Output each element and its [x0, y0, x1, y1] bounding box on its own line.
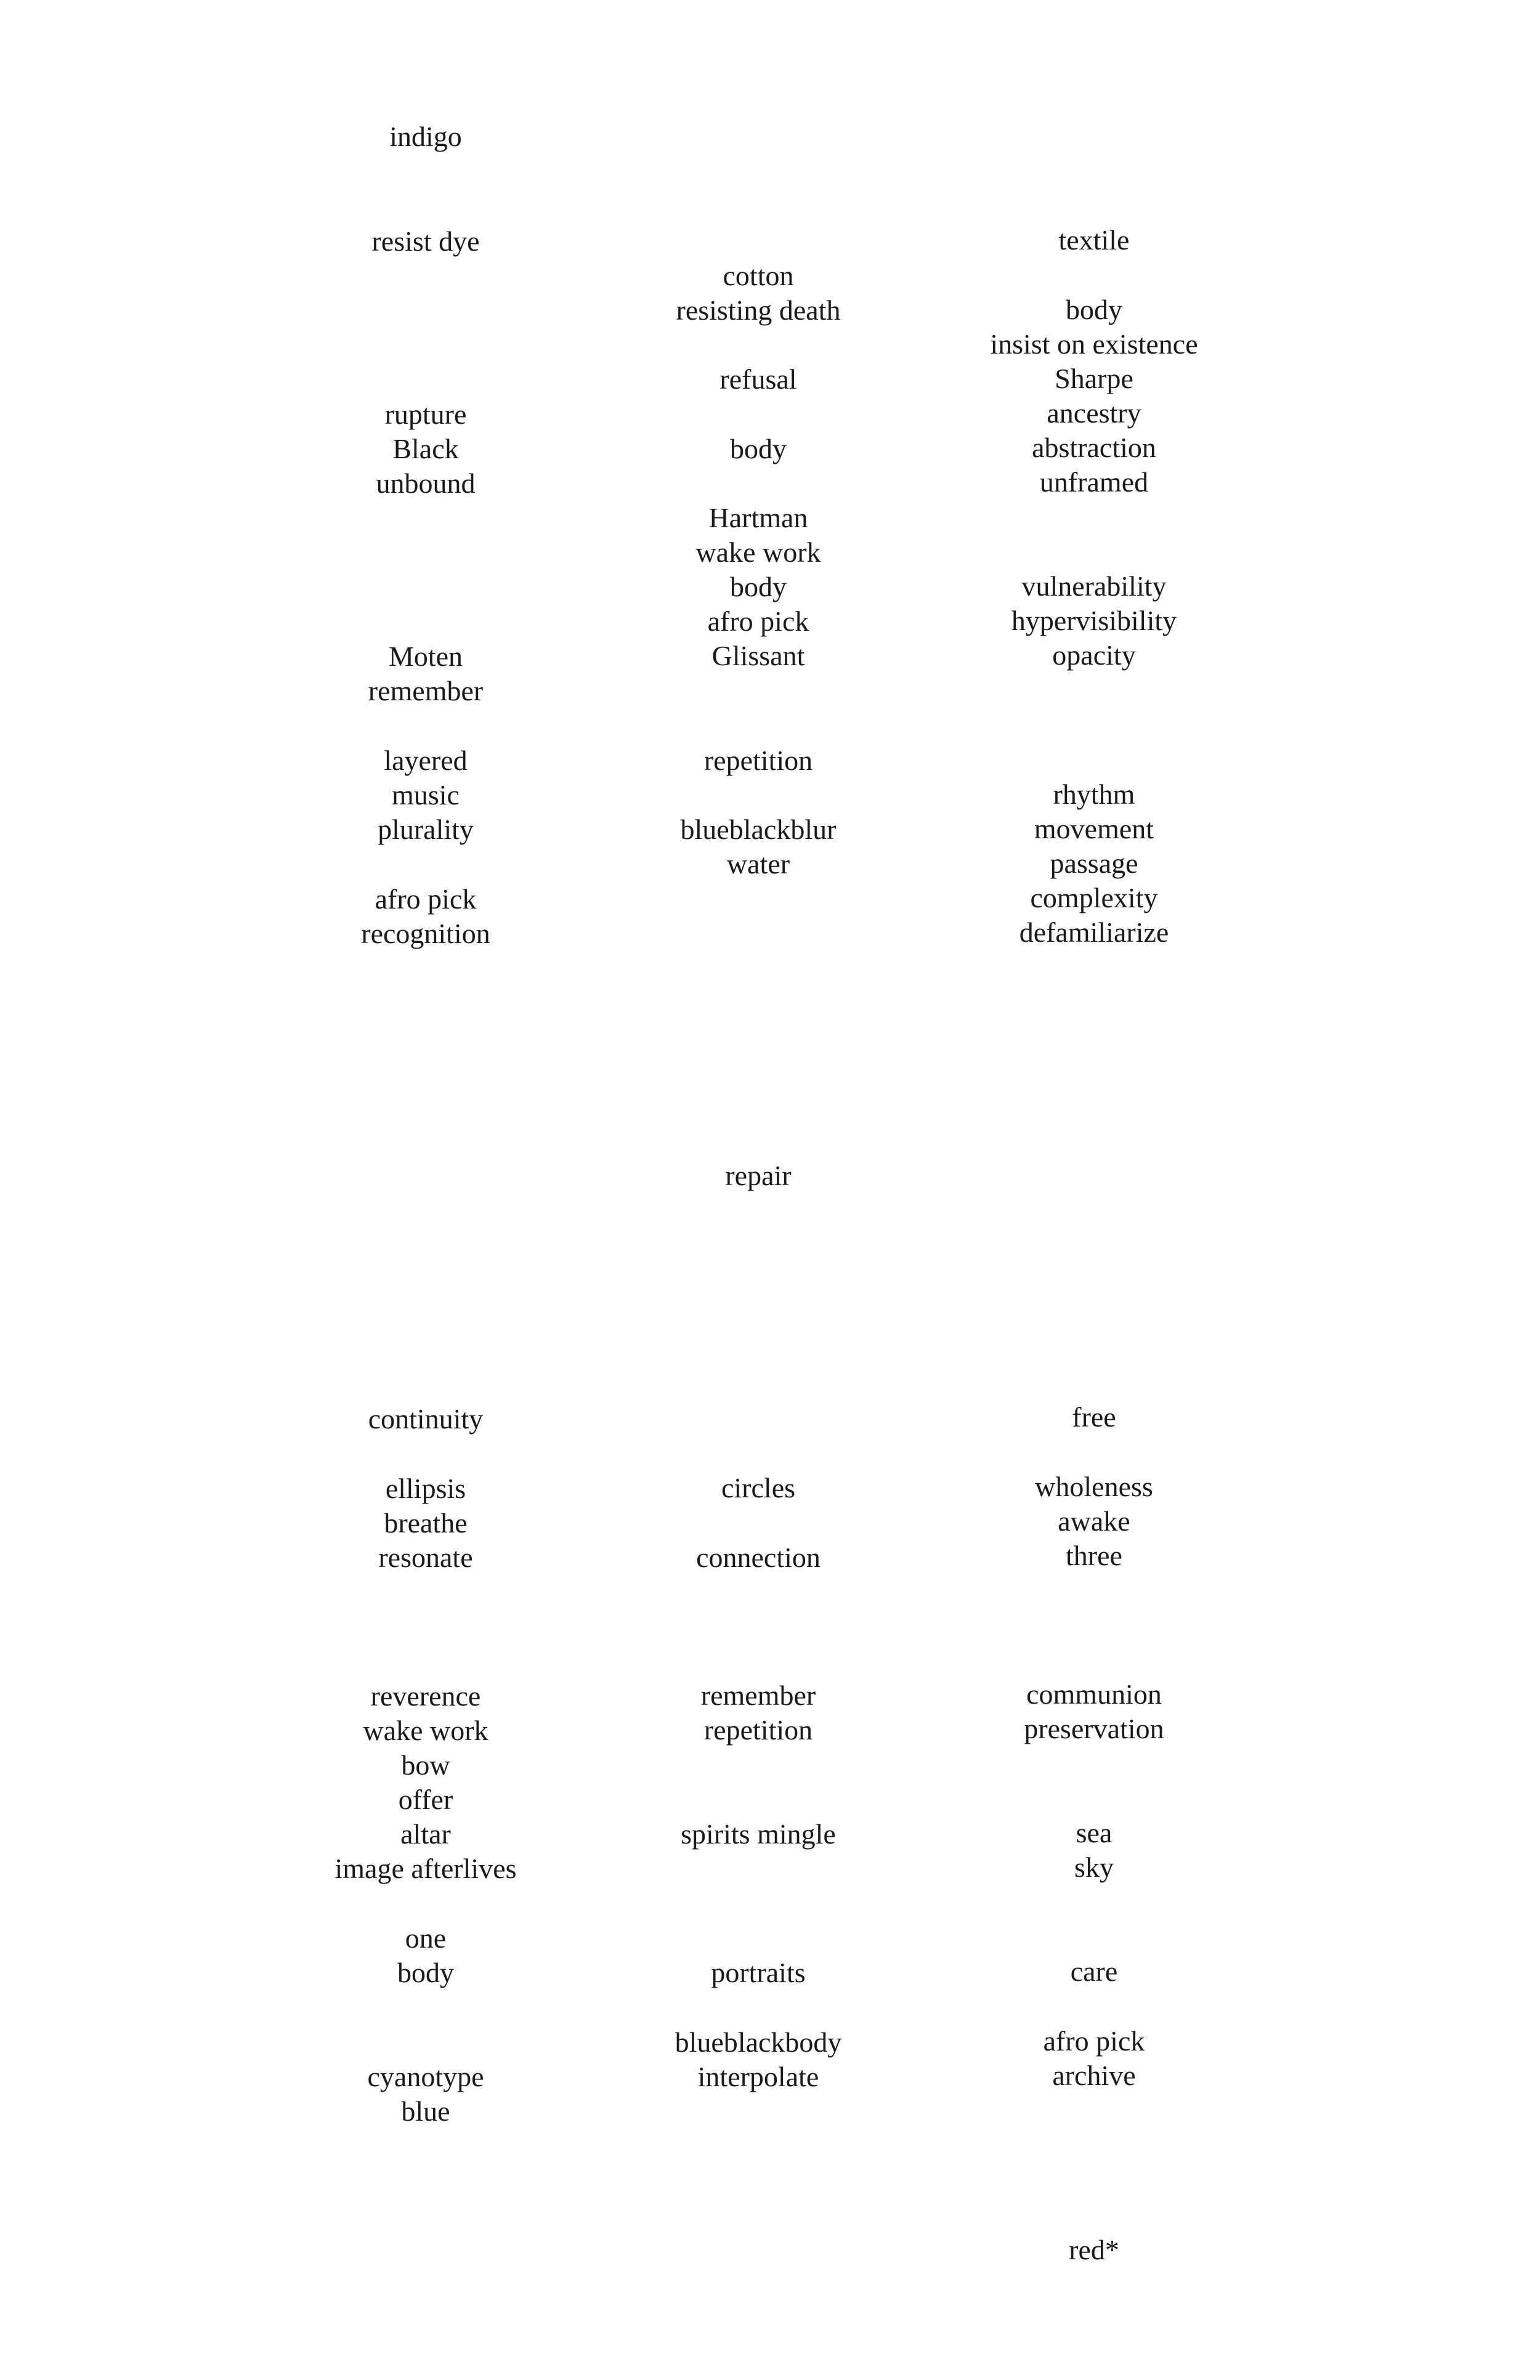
word-wake-work: wake work — [363, 1715, 488, 1746]
word-wholeness: wholeness — [1035, 1471, 1153, 1502]
word-body: body — [1066, 294, 1122, 325]
word-reverence: reverence — [370, 1680, 481, 1712]
word-movement: movement — [1034, 813, 1154, 844]
word-repetition: repetition — [703, 1714, 813, 1746]
word-indigo: indigo — [389, 121, 462, 152]
word-rupture: rupture — [384, 399, 467, 430]
word-refusal: refusal — [719, 363, 797, 395]
word-wake-work: wake work — [695, 536, 821, 568]
word-three: three — [1066, 1540, 1122, 1571]
word-defamiliarize: defamiliarize — [1019, 917, 1169, 948]
word-connection: connection — [696, 1542, 821, 1573]
word-one: one — [405, 1922, 447, 1954]
word-remember: remember — [700, 1680, 816, 1711]
word-red-asterisk: red* — [1069, 2234, 1119, 2265]
word-repetition: repetition — [703, 745, 813, 776]
word-portraits: portraits — [711, 1957, 806, 1988]
word-insist-on-existence: insist on existence — [990, 328, 1198, 360]
word-plurality: plurality — [378, 814, 474, 845]
word-resonate: resonate — [378, 1542, 473, 1573]
word-complexity: complexity — [1030, 882, 1158, 913]
word-body: body — [730, 433, 787, 464]
word-sky: sky — [1074, 1852, 1114, 1883]
word-cotton: cotton — [723, 260, 794, 291]
word-body: body — [730, 571, 787, 602]
word-resisting-death: resisting death — [676, 294, 841, 326]
word-abstraction: abstraction — [1032, 432, 1156, 463]
word-glissant: Glissant — [711, 640, 805, 671]
word-altar: altar — [400, 1818, 451, 1850]
word-unframed: unframed — [1039, 466, 1149, 498]
word-layered: layered — [384, 745, 468, 776]
word-ellipsis: ellipsis — [385, 1473, 466, 1504]
word-archive: archive — [1052, 2060, 1136, 2091]
word-afro-pick: afro pick — [1043, 2025, 1145, 2057]
word-circles: circles — [721, 1472, 796, 1504]
word-preservation: preservation — [1024, 1713, 1164, 1744]
word-free: free — [1072, 1401, 1116, 1433]
word-recognition: recognition — [361, 918, 490, 949]
word-image-afterlives: image afterlives — [334, 1853, 517, 1884]
word-unbound: unbound — [376, 467, 476, 499]
word-black: Black — [392, 433, 459, 464]
word-afro-pick: afro pick — [707, 605, 809, 637]
word-passage: passage — [1050, 848, 1138, 879]
word-water: water — [726, 848, 790, 880]
word-textile: textile — [1058, 224, 1130, 256]
word-awake: awake — [1058, 1505, 1130, 1537]
word-resist-dye: resist dye — [371, 225, 480, 257]
word-spirits-mingle: spirits mingle — [681, 1818, 836, 1850]
word-care: care — [1070, 1956, 1118, 1987]
word-bow: bow — [401, 1749, 450, 1781]
word-opacity: opacity — [1052, 639, 1136, 671]
word-interpolate: interpolate — [697, 2061, 819, 2092]
word-music: music — [392, 779, 460, 811]
word-body: body — [397, 1957, 454, 1988]
word-ancestry: ancestry — [1047, 397, 1141, 429]
word-sharpe: Sharpe — [1055, 363, 1133, 394]
word-hartman: Hartman — [708, 502, 808, 533]
word-blue: blue — [401, 2095, 450, 2127]
word-moten: Moten — [388, 641, 463, 672]
word-blueblackbody: blueblackbody — [675, 2026, 842, 2058]
word-rhythm: rhythm — [1053, 779, 1135, 810]
word-afro-pick: afro pick — [375, 883, 477, 915]
word-continuity: continuity — [368, 1403, 484, 1435]
word-offer: offer — [398, 1784, 453, 1815]
word-hypervisibility: hypervisibility — [1011, 605, 1177, 636]
word-blueblackblur: blueblackblur — [680, 814, 837, 845]
word-sea: sea — [1076, 1817, 1112, 1848]
word-breathe: breathe — [384, 1507, 468, 1539]
word-cyanotype: cyanotype — [367, 2061, 484, 2092]
word-communion: communion — [1026, 1678, 1162, 1710]
word-remember: remember — [368, 675, 484, 706]
word-repair: repair — [725, 1160, 792, 1191]
word-vulnerability: vulnerability — [1021, 570, 1167, 602]
